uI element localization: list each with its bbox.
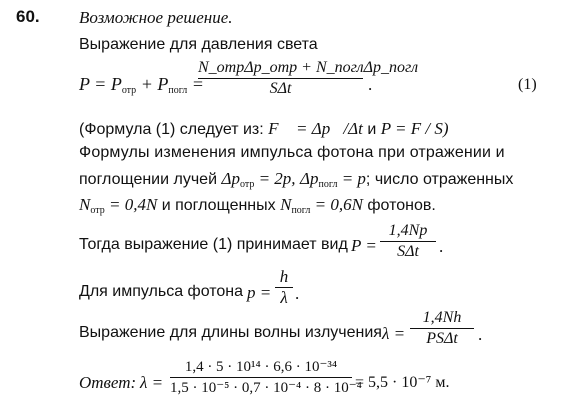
- wavelength-text: Выражение для длины волны излучения: [79, 324, 382, 341]
- then-fraction: [380, 222, 436, 261]
- then-lhs: P =: [351, 236, 377, 255]
- problem-number: 60.: [16, 7, 40, 26]
- photon-fraction: [275, 268, 293, 307]
- then-denominator: SΔt: [397, 243, 419, 260]
- answer-lhs: λ =: [140, 373, 164, 392]
- fraction-bar: [380, 241, 436, 242]
- eq1-fraction: [198, 59, 419, 98]
- answer-fraction: [170, 358, 362, 397]
- then-text: Тогда выражение (1) принимает вид: [79, 236, 348, 253]
- fraction-bar: [198, 78, 363, 79]
- photon-denominator: λ: [280, 288, 288, 307]
- photon-numerator: h: [279, 267, 289, 286]
- wavelength-fraction: [410, 309, 474, 348]
- eq1-tag: (1): [518, 76, 537, 93]
- solution-heading: Возможное решение.: [79, 8, 233, 27]
- answer-label: Ответ:: [79, 373, 137, 392]
- then-numerator: 1,4Np: [388, 222, 428, 239]
- para-line-3: $N_{отр} = 0,4N$ и поглощенных $N_{погл} = 0,6N$ фотонов.: [79, 195, 436, 216]
- intro-text: Выражение для давления света: [79, 36, 318, 53]
- wavelength-lhs: λ =: [382, 324, 406, 343]
- eq1-numerator: N_отрΔp_отр + N_поглΔp_погл: [198, 59, 419, 76]
- photon-end: .: [295, 284, 300, 303]
- eq1-lhs: $P = P_{отр} + P_{погл}$ =: [79, 74, 204, 96]
- fraction-bar: [170, 377, 352, 378]
- wavelength-end: .: [478, 325, 483, 344]
- wavelength-denominator: PSΔt: [426, 330, 458, 347]
- photon-lhs: p =: [247, 283, 272, 302]
- fraction-bar: [410, 328, 474, 329]
- para-line-1: Формулы изменения импульса фотона при отражении и: [79, 144, 505, 161]
- eq1-denominator: SΔt: [269, 80, 292, 97]
- photon-text: Для импульса фотона: [79, 283, 244, 300]
- then-end: .: [439, 237, 444, 256]
- answer-result: = 5,5 · 10⁻⁷ м.: [355, 374, 450, 391]
- answer-denominator: 1,5 · 10⁻⁵ · 0,7 · 10⁻⁴ · 8 · 10⁻⁴: [170, 380, 362, 396]
- eq1-end: .: [368, 75, 373, 94]
- note-line: (Формула (1) следует из: F⃗ = Δp⃗/Δt и P = F / S): [79, 119, 449, 138]
- para-line-2: поглощении лучей $\Delta p_{отр} = 2p$, $\Delta p_{погл} = p$; число отраженных: [79, 169, 514, 190]
- answer-numerator: 1,4 · 5 · 10¹⁴ · 6,6 · 10⁻³⁴: [184, 359, 338, 375]
- wavelength-numerator: 1,4Nh: [422, 309, 462, 326]
